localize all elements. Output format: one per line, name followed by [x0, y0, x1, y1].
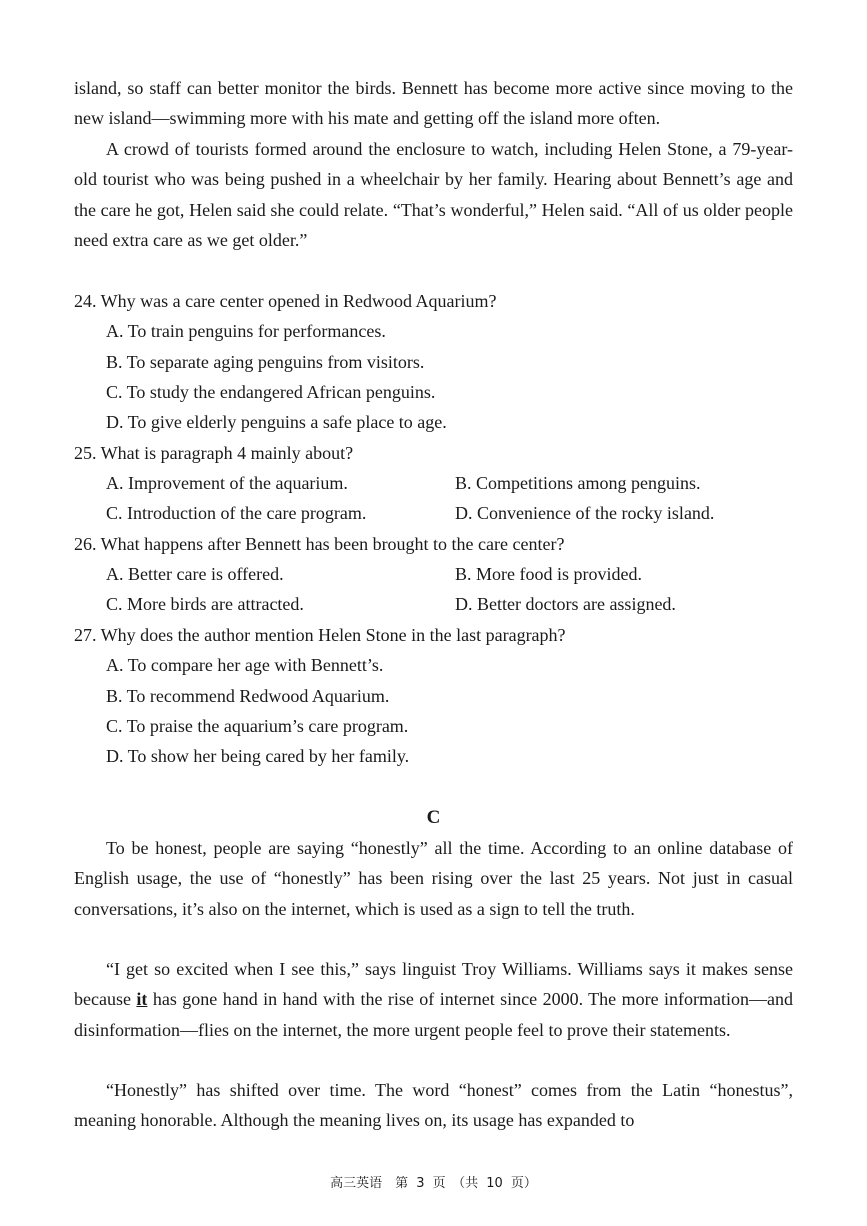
paragraph-2-text-after: has gone hand in hand with the rise of internet since 2000. The more information—and disinformation—flies on the internet, the more urgent people feel to prove their statements. [74, 989, 793, 1040]
question-25-option-a: A. Improvement of the aquarium. [106, 473, 348, 493]
question-24-option-a: A. To train penguins for performances. [106, 321, 386, 341]
question-27-option-b: B. To recommend Redwood Aquarium. [106, 686, 390, 706]
question-27-option-d: D. To show her being cared by her family. [106, 746, 410, 766]
question-26-option-c: C. More birds are attracted. [106, 594, 304, 614]
question-24-stem: 24. Why was a care center opened in Redwood Aquarium? [74, 291, 497, 311]
question-26-option-b: B. More food is provided. [455, 564, 642, 584]
question-25-option-b: B. Competitions among penguins. [455, 473, 701, 493]
question-25-option-d: D. Convenience of the rocky island. [455, 503, 715, 523]
question-27-stem: 27. Why does the author mention Helen Stone in the last paragraph? [74, 625, 566, 645]
question-24-option-d: D. To give elderly penguins a safe place to age. [106, 412, 447, 432]
underlined-word-it: it [136, 989, 148, 1010]
question-24-option-b: B. To separate aging penguins from visitors. [106, 352, 425, 372]
section-c-paragraph-3: “Honestly” has shifted over time. The word “honest” comes from the Latin “honestus”, meaning honorable. Although the meaning lives on, its usage has expanded to [74, 1080, 793, 1131]
paragraph-2-text-before: “I get so excited when I see this,” says linguist Troy Williams. Williams says it makes sense because [74, 959, 793, 1010]
question-25-stem: 25. What is paragraph 4 mainly about? [74, 443, 354, 463]
section-c-heading: C [426, 807, 441, 828]
question-26-option-a: A. Better care is offered. [106, 564, 284, 584]
question-25-option-c: C. Introduction of the care program. [106, 503, 367, 523]
passage-b-paragraph-helen: A crowd of tourists formed around the enclosure to watch, including Helen Stone, a 79-year-old tourist who was being pushed in a wheelchair by her family. Hearing about Bennett’s age and the care he got, Helen said she could relate. “That’s wonderful,” Helen said. “All of us older people need extra care as we get older.” [74, 139, 793, 251]
question-26-option-d: D. Better doctors are assigned. [455, 594, 676, 614]
question-26-stem: 26. What happens after Bennett has been brought to the care center? [74, 534, 565, 554]
section-c-paragraph-2 [74, 954, 793, 1045]
section-c-paragraph-1: To be honest, people are saying “honestly” all the time. According to an online database of English usage, the use of “honestly” has been rising over the last 25 years. Not just in casual conversations, it’s also on the internet, which is used as a sign to tell the truth. [74, 838, 793, 919]
page-footer: 高三英语 第 3 页 （共 10 页） [330, 1176, 537, 1191]
question-27-option-a: A. To compare her age with Bennett’s. [106, 655, 384, 675]
question-27-option-c: C. To praise the aquarium’s care program. [106, 716, 409, 736]
passage-b-paragraph-continued: island, so staff can better monitor the birds. Bennett has become more active since moving to the new island—swimming more with his mate and getting off the island more often. [74, 78, 793, 129]
question-24-option-c: C. To study the endangered African penguins. [106, 382, 436, 402]
